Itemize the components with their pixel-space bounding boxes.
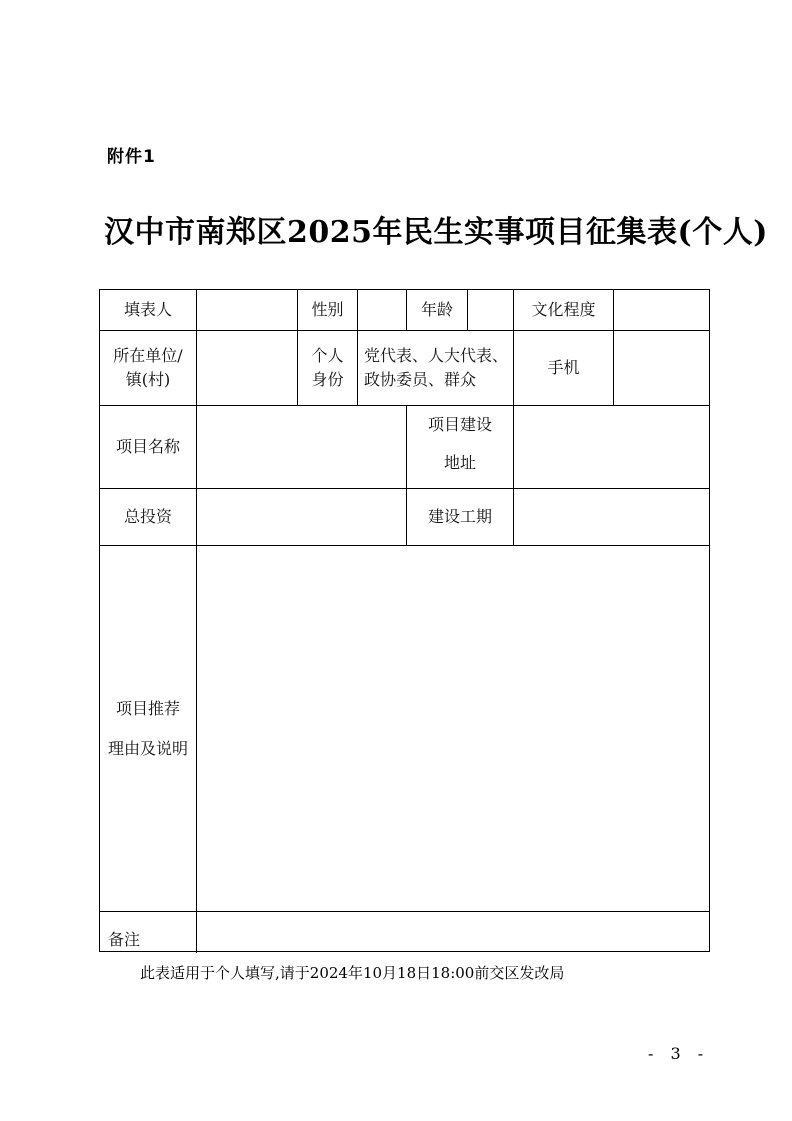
identity-label-line2: 身份 (311, 370, 344, 389)
identity-options-line2: 政协委员、群众 (364, 370, 477, 389)
site-label-line1: 项目建设 (427, 415, 492, 434)
gender-field[interactable] (358, 290, 406, 330)
reason-field[interactable] (197, 546, 710, 911)
duration-field[interactable] (514, 489, 710, 545)
site-field[interactable] (514, 406, 710, 488)
identity-options[interactable] (364, 331, 513, 405)
identity-label-line1: 个人 (311, 346, 344, 365)
page-title: 汉中市南郑区2025年民生实事项目征集表(个人) (104, 215, 768, 250)
filler-field[interactable] (197, 290, 297, 330)
collection-form-table (99, 289, 710, 952)
duration-label: 建设工期 (427, 507, 492, 526)
attachment-label: 附件1 (107, 147, 156, 167)
footnote: 此表适用于个人填写,请于2024年10月18日18:00前交区发改局 (140, 964, 565, 982)
filler-label: 填表人 (123, 300, 172, 319)
project-name-label: 项目名称 (115, 437, 180, 456)
phone-field[interactable] (614, 331, 710, 405)
investment-label: 总投资 (123, 507, 172, 526)
phone-label: 手机 (547, 358, 580, 377)
project-name-field[interactable] (197, 406, 406, 488)
education-field[interactable] (614, 290, 710, 330)
site-label-line2: 地址 (443, 453, 476, 472)
reason-label-line2: 理由及说明 (107, 738, 188, 758)
unit-label (100, 331, 196, 405)
unit-field[interactable] (197, 331, 297, 405)
remarks-field[interactable] (197, 912, 710, 952)
reason-label (100, 546, 196, 911)
site-label (407, 406, 513, 488)
page-number: - 3 - (648, 1044, 710, 1063)
remarks-label: 备注 (108, 930, 141, 949)
identity-options-line1: 党代表、人大代表、 (364, 346, 509, 365)
age-field[interactable] (468, 290, 513, 330)
age-label: 年龄 (420, 300, 453, 319)
reason-label-line1: 项目推荐 (115, 698, 180, 718)
identity-label (298, 331, 357, 405)
unit-label-line1: 所在单位/ (113, 346, 183, 365)
investment-field[interactable] (197, 489, 406, 545)
unit-label-line2: 镇(村) (125, 370, 171, 389)
gender-label: 性别 (311, 300, 344, 319)
education-label: 文化程度 (531, 300, 596, 319)
